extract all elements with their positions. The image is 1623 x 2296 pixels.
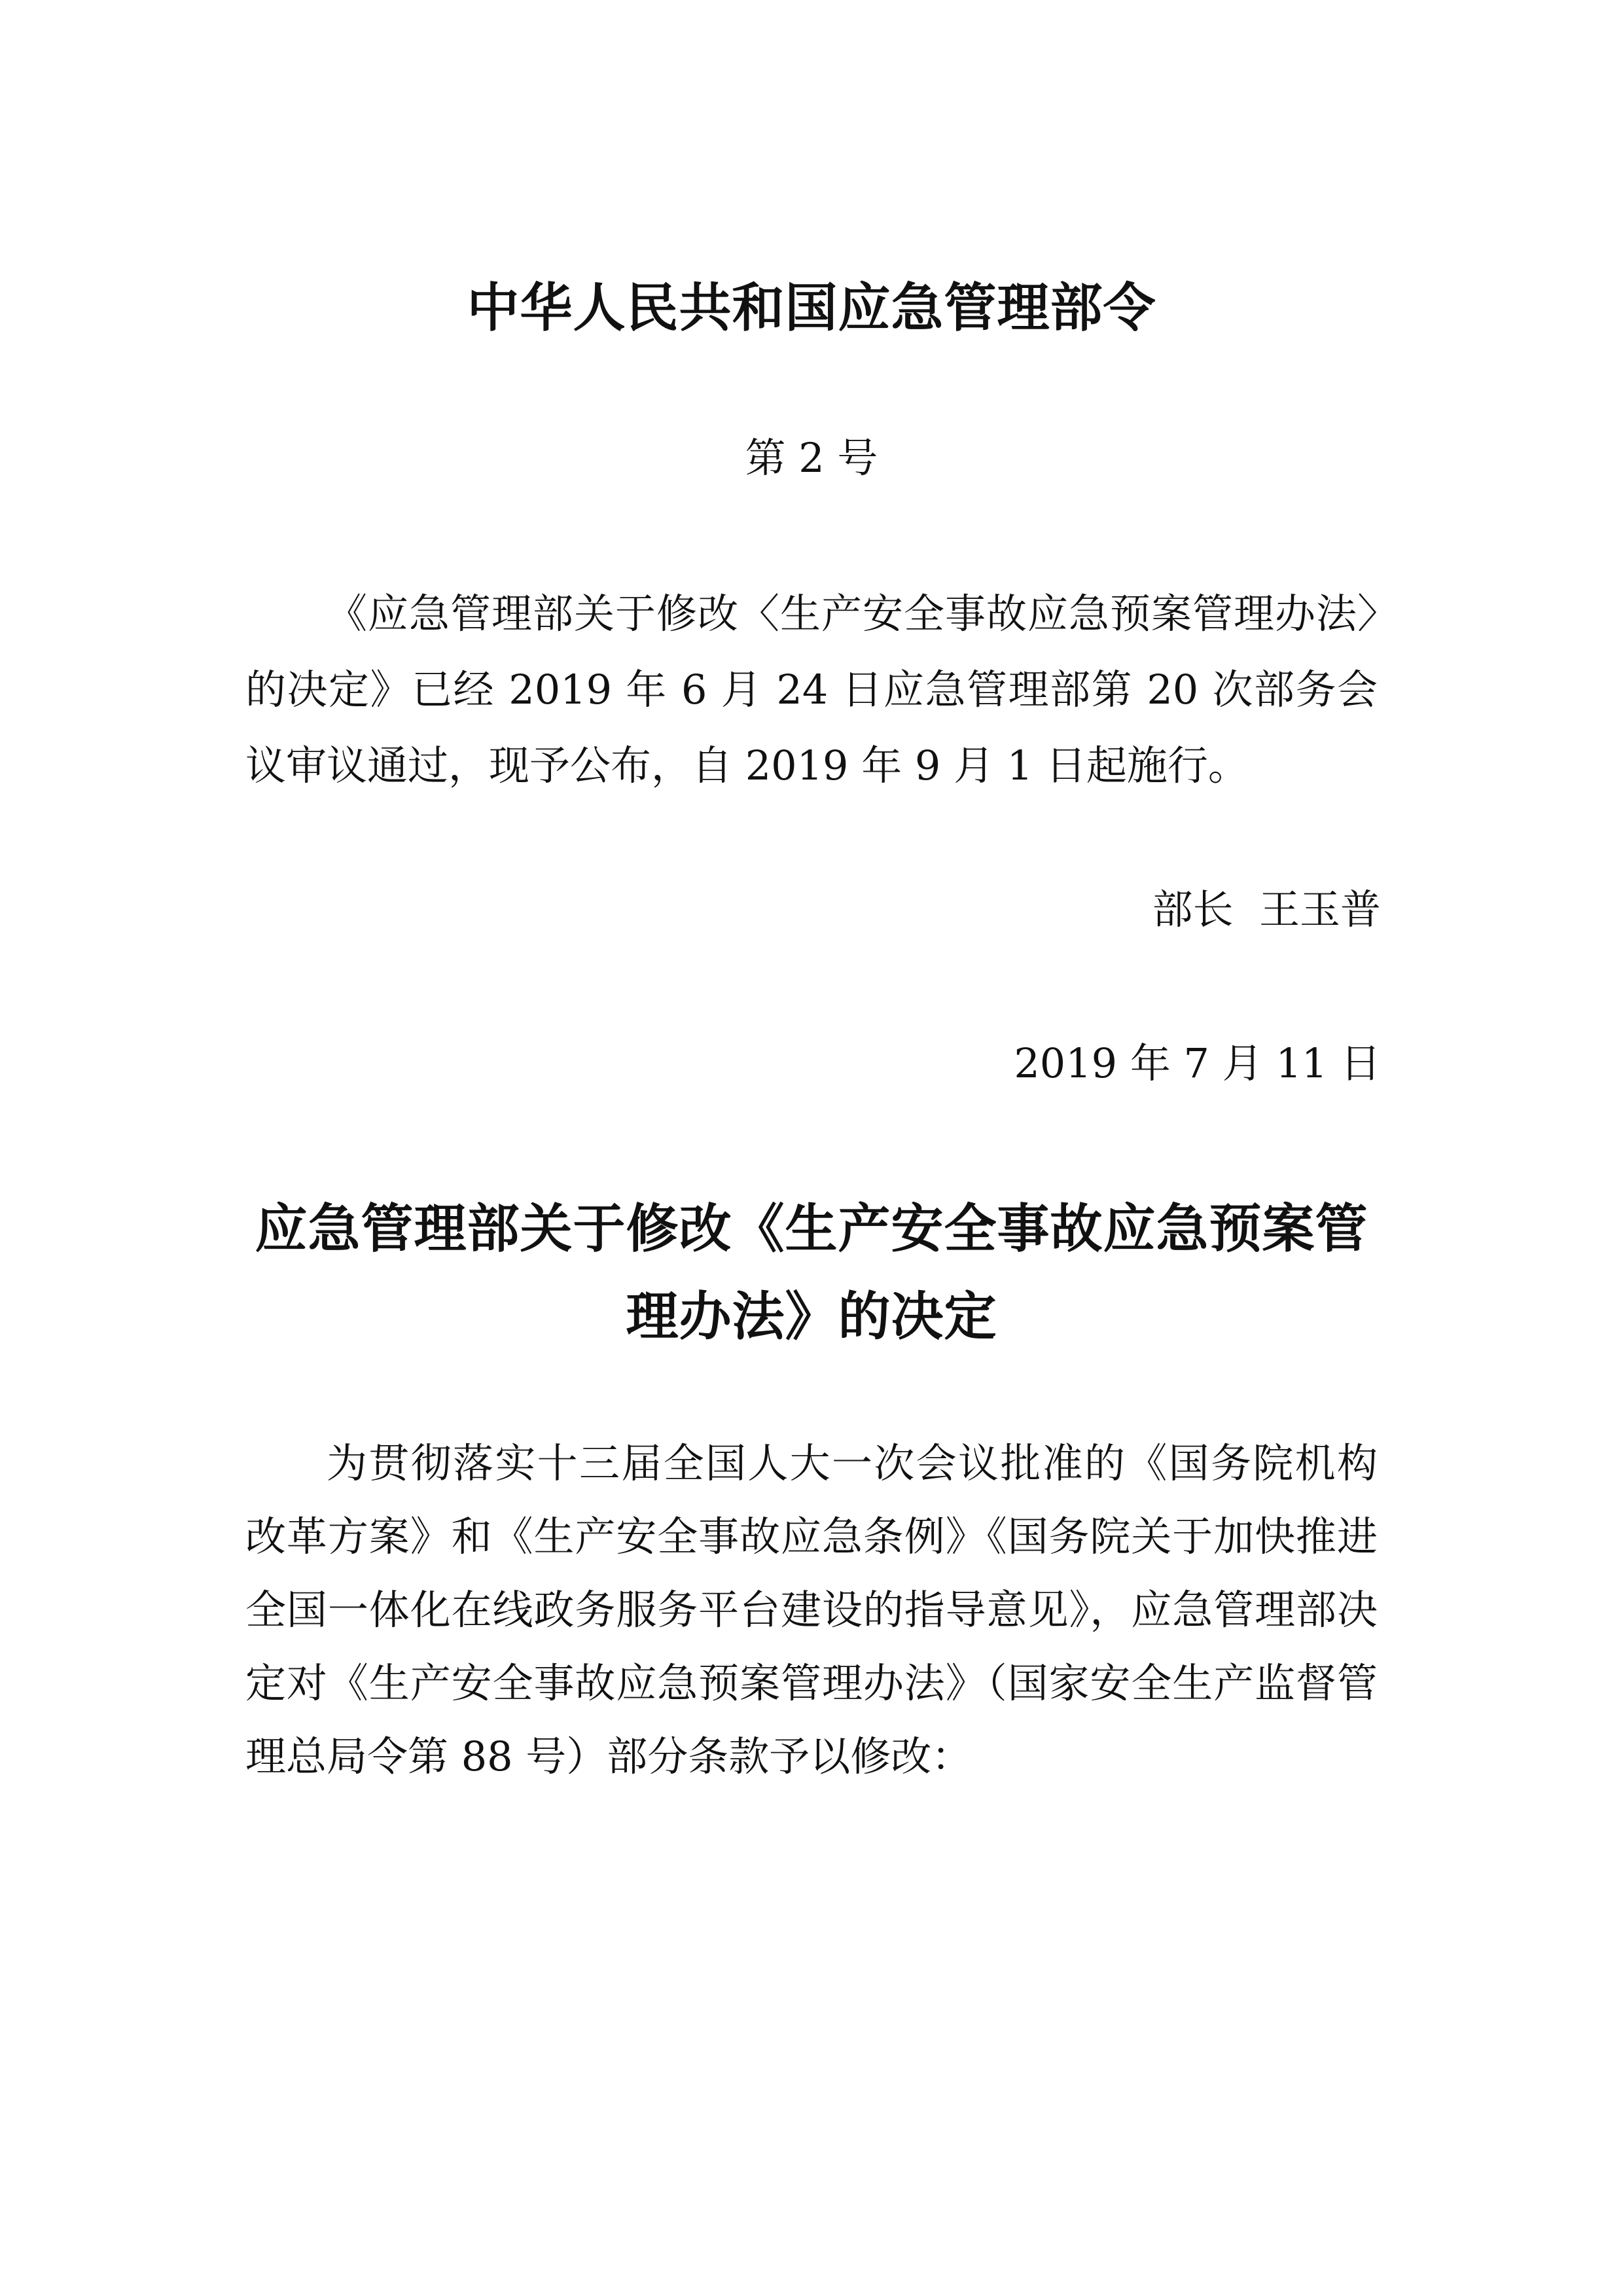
- order-number: 第 2 号: [745, 434, 878, 482]
- announcement-paragraph: 《应急管理部关于修改〈生产安全事故应急预案管理办法〉的决定》已经 2019 年 6 月 24 日应急管理部第 20 次部务会议审议通过，现予公布，自 2019 年 9 月 1 日起施行。: [245, 590, 1378, 789]
- decision-title: 应急管理部关于修改《生产安全事故应急预案管理办法》的决定: [255, 1198, 1368, 1347]
- issue-date: 2019 年 7 月 11 日: [1014, 1039, 1381, 1087]
- signature: 部长 王玉普: [1152, 886, 1381, 933]
- decision-intro-paragraph: 为贯彻落实十三届全国人大一次会议批准的《国务院机构改革方案》和《生产安全事故应急条例》《国务院关于加快推进全国一体化在线政务服务平台建设的指导意见》，应急管理部决定对《生产安全事故应急预案管理办法》（国家安全生产监督管理总局令第 88 号）部分条款予以修改：: [245, 1439, 1378, 1780]
- document-title: 中华人民共和国应急管理部令: [467, 277, 1156, 338]
